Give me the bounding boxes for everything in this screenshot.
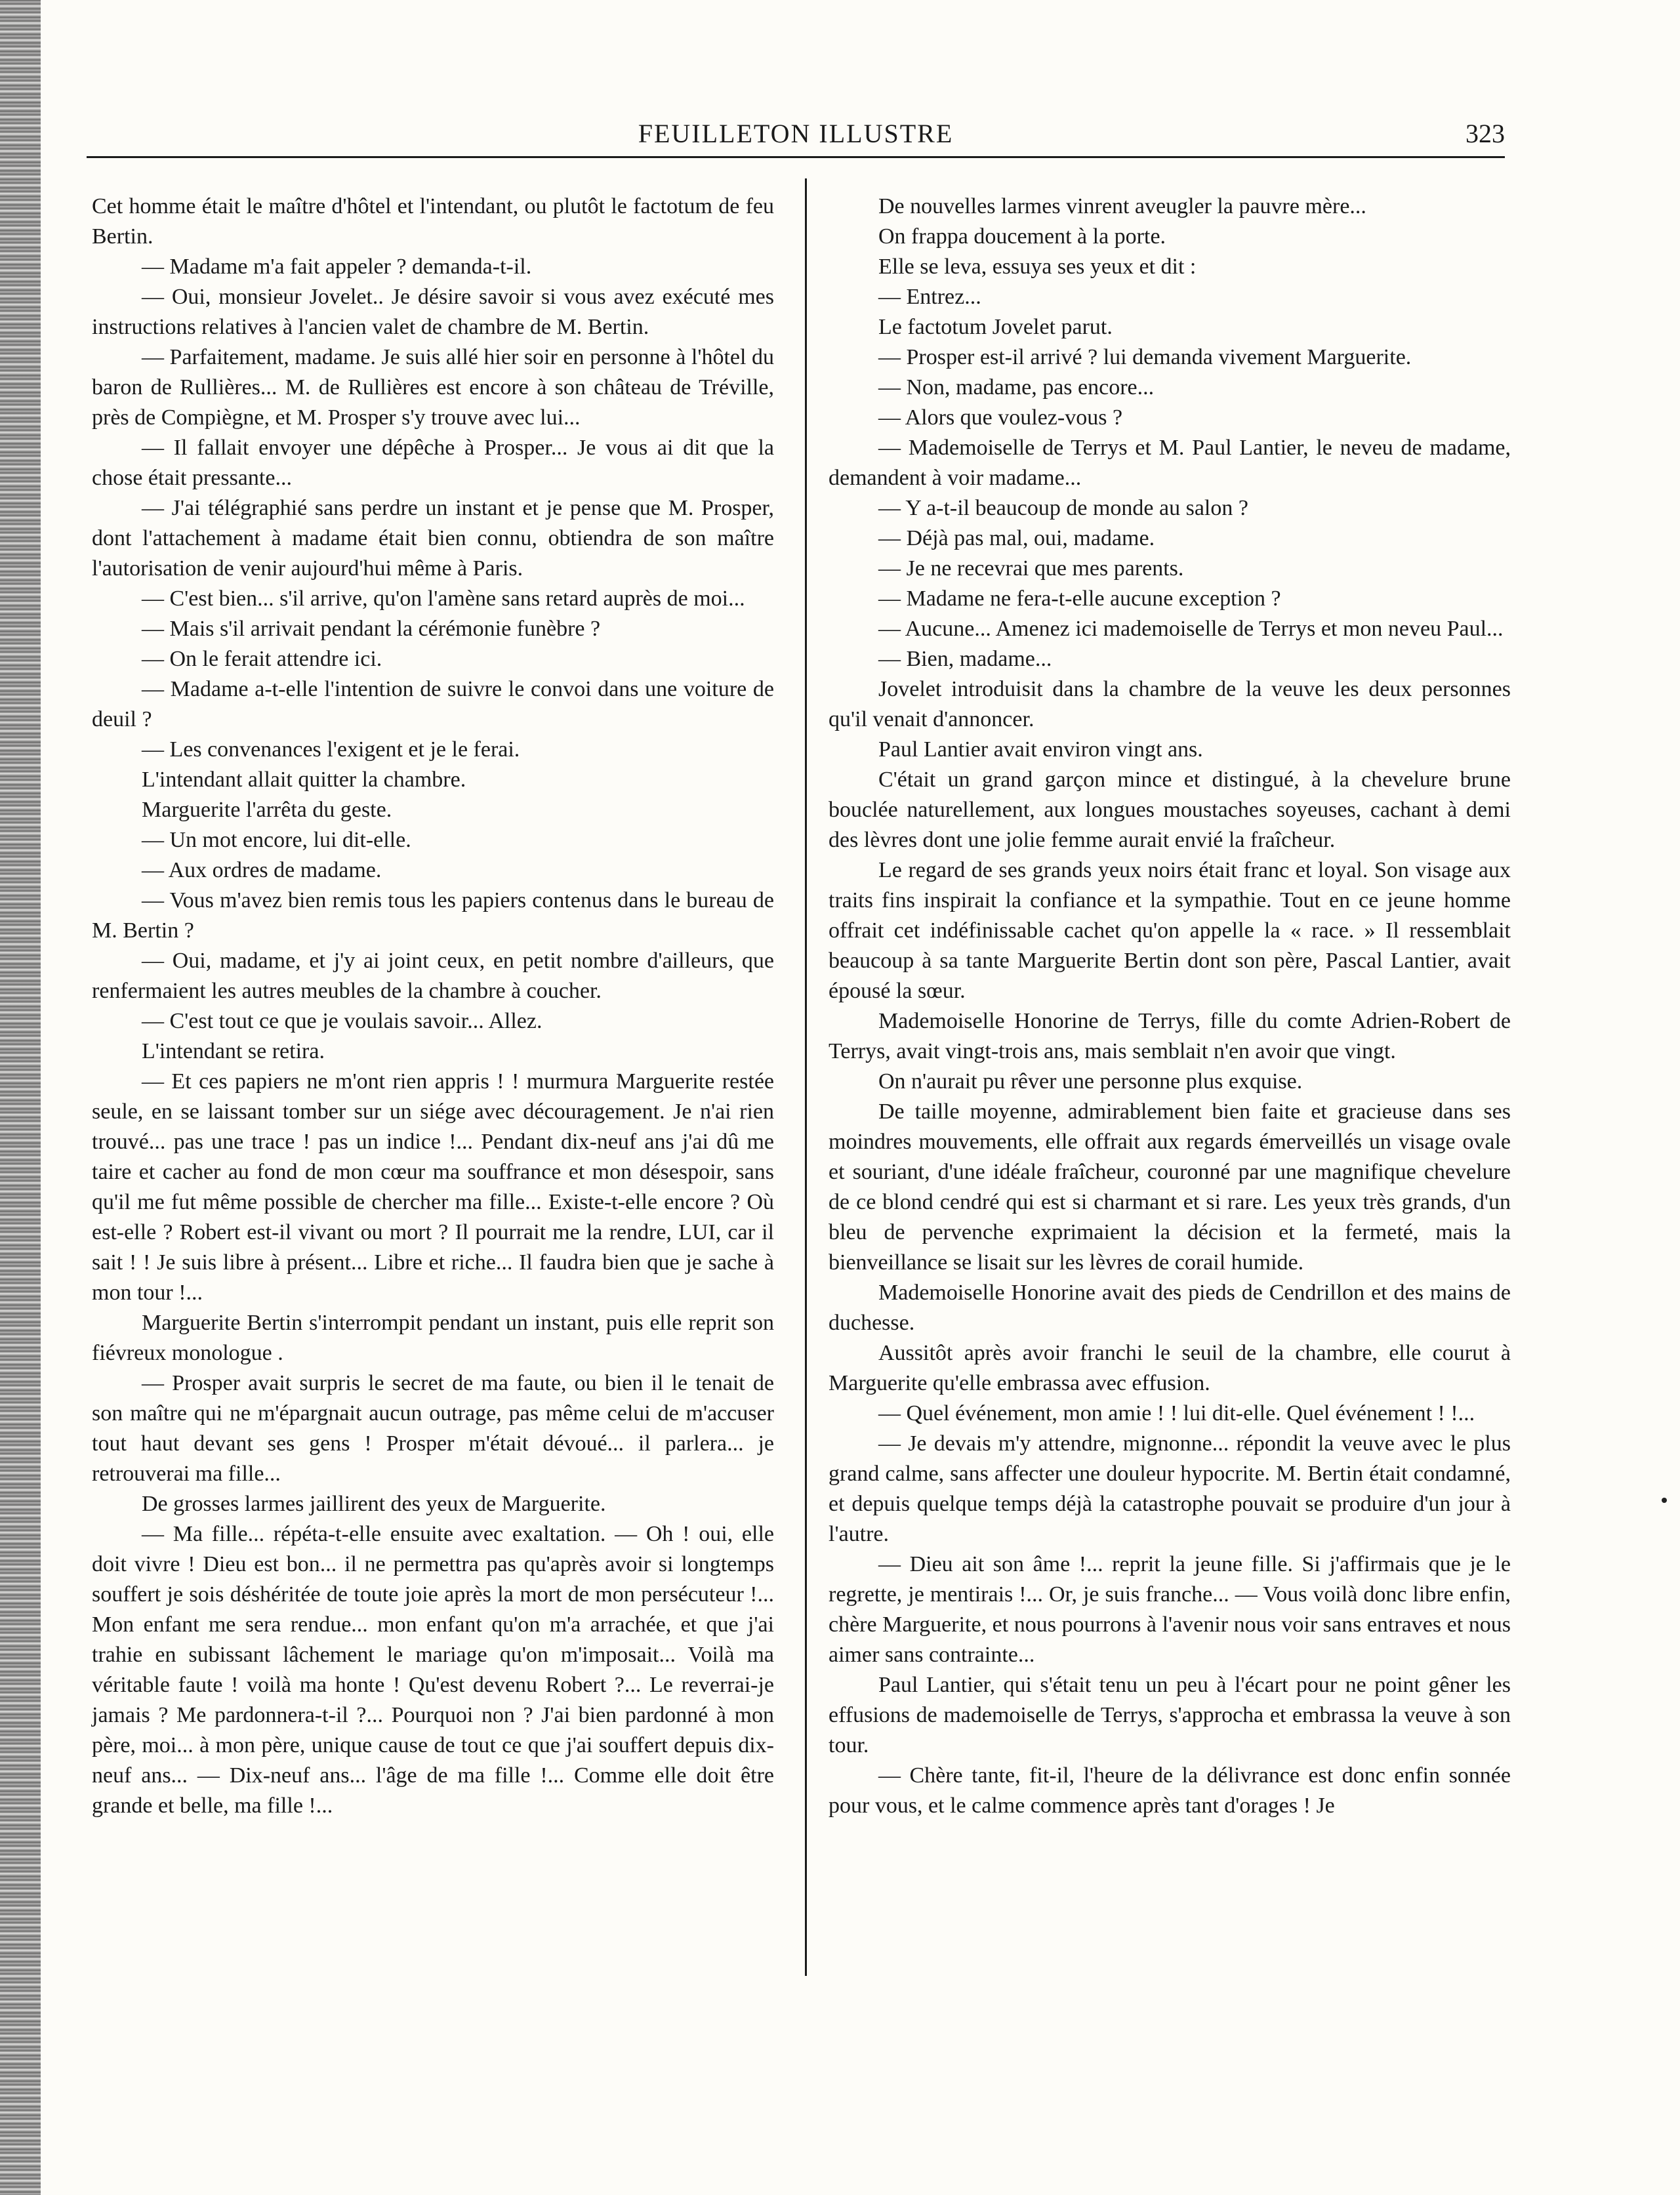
paragraph: — Mais s'il arrivait pendant la cérémonie funèbre ? [142, 617, 601, 641]
paragraph: — Quel événement, mon amie ! ! lui dit-elle. Quel événement ! !... [878, 1401, 1475, 1426]
paragraph: — On le ferait attendre ici. [142, 647, 382, 671]
paragraph: — Prosper avait surpris le secret de ma faute, ou bien il le tenait de son maître qui ne m'épargnait aucun outrage, pas même celui de m'accuser tout haut devant ses gens ! Prosper m'était dévoué... il parlera... je retrouverai ma fille... [92, 1371, 774, 1486]
paragraph: — Ma fille... répéta-t-elle ensuite avec exaltation. — Oh ! oui, elle doit vivre ! Dieu est bon... il ne permettra pas qu'après avoir si longtemps souffert je sois déshéritée de toute joie après la mort de mon persécuteur !... Mon enfant me sera rendue... mon enfant qu'on m'a arrachée, et que j'ai trahie en subissant lâchement le mariage qu'on m'imposait... Voilà ma véritable faute ! voilà ma honte ! Qu'est devenu Robert ?... Le reverrai-je jamais ? Me pardonnera-t-il ?... Pourquoi non ? J'ai bien pardonné à mon père, moi... à mon père, unique cause de tout ce que j'ai souffert depuis dix-neuf ans... — Dix-neuf ans... l'âge de ma fille !... Comme elle doit être grande et belle, ma fille !... [92, 1522, 774, 1818]
page-header [87, 110, 1505, 158]
paragraph: C'était un grand garçon mince et distingué, à la chevelure brune bouclée naturellement, aux longues moustaches soyeuses, cachant à demi des lèvres dont une jolie femme aurait envié la fraîcheur. [829, 768, 1511, 852]
paragraph: Le regard de ses grands yeux noirs était franc et loyal. Son visage aux traits fins inspirait la confiance et la sympathie. Tout en ce jeune homme offrait cet indéfinissable cachet qu'on appelle la « race. » Il ressemblait beaucoup à sa tante Marguerite Bertin dont son père, Pascal Lantier, avait épousé la sœur. [829, 858, 1511, 1003]
paragraph: — Madame a-t-elle l'intention de suivre le convoi dans une voiture de deuil ? [92, 677, 774, 731]
paragraph: Marguerite l'arrêta du geste. [142, 798, 392, 822]
paragraph: Le factotum Jovelet parut. [878, 315, 1113, 339]
paragraph: Paul Lantier, qui s'était tenu un peu à l'écart pour ne point gêner les effusions de mademoiselle de Terrys, s'approcha et embrassa la veuve à son tour. [829, 1673, 1511, 1757]
paragraph: — Madame m'a fait appeler ? demanda-t-il. [142, 255, 532, 279]
paragraph: — Entrez... [878, 285, 981, 309]
paragraph: Cet homme était le maître d'hôtel et l'intendant, ou plutôt le factotum de feu Bertin. [92, 194, 774, 249]
paragraph: L'intendant allait quitter la chambre. [142, 768, 466, 792]
left-column [92, 192, 774, 1821]
paragraph: — Et ces papiers ne m'ont rien appris ! ! murmura Marguerite restée seule, en se laissant tomber sur un siége avec découragement. Je n'ai rien trouvé... pas une trace ! pas un indice !... Pendant dix-neuf ans j'ai dû me taire et cacher au fond de mon cœur ma souffrance et mon désespoir, sans qu'il me fut même possible de chercher ma fille... Existe-t-elle encore ? Où est-elle ? Robert est-il vivant ou mort ? Il pourrait me la rendre, LUI, car il sait ! ! Je suis libre à présent... Libre et riche... Il faudra bien que je sache à mon tour !... [92, 1069, 774, 1305]
paragraph: — Alors que voulez-vous ? [878, 405, 1123, 430]
paragraph: — Je devais m'y attendre, mignonne... répondit la veuve avec le plus grand calme, sans affecter une douleur hypocrite. M. Bertin était condamné, et depuis quelque temps déjà la catastrophe pouvait se produire d'un jour à l'autre. [829, 1431, 1511, 1546]
paragraph: Marguerite Bertin s'interrompit pendant un instant, puis elle reprit son fiévreux monologue . [92, 1311, 774, 1365]
paragraph: Jovelet introduisit dans la chambre de la veuve les deux personnes qu'il venait d'annoncer. [829, 677, 1511, 731]
paragraph: Elle se leva, essuya ses yeux et dit : [878, 255, 1197, 279]
paragraph: Paul Lantier avait environ vingt ans. [878, 737, 1203, 762]
paragraph: — Dieu ait son âme !... reprit la jeune fille. Si j'affirmais que je le regrette, je mentirais !... Or, je suis franche... — Vous voilà donc libre enfin, chère Marguerite, et nous pourrons à l'avenir nous voir sans entraves et nous aimer sans contrainte... [829, 1552, 1511, 1667]
paragraph: — Aux ordres de madame. [142, 858, 382, 882]
paragraph: — C'est bien... s'il arrive, qu'on l'amène sans retard auprès de moi... [142, 586, 745, 611]
paragraph: Mademoiselle Honorine de Terrys, fille du comte Adrien-Robert de Terrys, avait vingt-trois ans, mais semblait n'en avoir que vingt. [829, 1009, 1511, 1063]
paragraph: Mademoiselle Honorine avait des pieds de Cendrillon et des mains de duchesse. [829, 1281, 1511, 1335]
paragraph: — Les convenances l'exigent et je le ferai. [142, 737, 520, 762]
paragraph: — Il fallait envoyer une dépêche à Prosper... Je vous ai dit que la chose était pressante... [92, 436, 774, 490]
paragraph: On frappa doucement à la porte. [878, 224, 1166, 249]
ink-speck [1662, 1498, 1667, 1503]
page-binding-edge [0, 0, 41, 2195]
paragraph: — Vous m'avez bien remis tous les papiers contenus dans le bureau de M. Bertin ? [92, 888, 774, 943]
right-column [829, 192, 1511, 1821]
paragraph: — Madame ne fera-t-elle aucune exception ? [878, 586, 1281, 611]
paragraph: — Un mot encore, lui dit-elle. [142, 828, 411, 852]
paragraph: — C'est tout ce que je voulais savoir... Allez. [142, 1009, 543, 1033]
paragraph: — Oui, monsieur Jovelet.. Je désire savoir si vous avez exécuté mes instructions relatives à l'ancien valet de chambre de M. Bertin. [92, 285, 774, 339]
paragraph: — Prosper est-il arrivé ? lui demanda vivement Marguerite. [878, 345, 1412, 369]
running-head: FEUILLETON ILLUSTRE [638, 119, 954, 148]
paragraph: De grosses larmes jaillirent des yeux de Marguerite. [142, 1492, 606, 1516]
paragraph: — Oui, madame, et j'y ai joint ceux, en petit nombre d'ailleurs, que renfermaient les autres meubles de la chambre à coucher. [92, 949, 774, 1003]
paragraph: — Bien, madame... [878, 647, 1052, 671]
paragraph: — Parfaitement, madame. Je suis allé hier soir en personne à l'hôtel du baron de Rullières... M. de Rullières est encore à son château de Tréville, près de Compiègne, et M. Prosper s'y trouve avec lui... [92, 345, 774, 430]
page-number: 323 [1465, 119, 1505, 148]
paragraph: Aussitôt après avoir franchi le seuil de la chambre, elle courut à Marguerite qu'elle embrassa avec effusion. [829, 1341, 1511, 1395]
paragraph: — Je ne recevrai que mes parents. [878, 556, 1184, 581]
paragraph: — Mademoiselle de Terrys et M. Paul Lantier, le neveu de madame, demandent à voir madame... [829, 436, 1511, 490]
paragraph: — Aucune... Amenez ici mademoiselle de Terrys et mon neveu Paul... [878, 617, 1504, 641]
paragraph: — Non, madame, pas encore... [878, 375, 1155, 400]
paragraph: De nouvelles larmes vinrent aveugler la pauvre mère... [878, 194, 1366, 218]
paragraph: — Déjà pas mal, oui, madame. [878, 526, 1155, 550]
paragraph: — Y a-t-il beaucoup de monde au salon ? [878, 496, 1248, 520]
paragraph: On n'aurait pu rêver une personne plus exquise. [878, 1069, 1303, 1094]
paragraph: — J'ai télégraphié sans perdre un instant et je pense que M. Prosper, dont l'attachement à madame était bien connu, obtiendra de son maître l'autorisation de venir aujourd'hui même à Paris. [92, 496, 774, 581]
paragraph: De taille moyenne, admirablement bien faite et gracieuse dans ses moindres mouvements, elle offrait aux regards émerveillés un visage ovale et souriant, d'une idéale fraîcheur, couronné par une magnifique chevelure de ce blond cendré qui est si charmant et si rare. Les yeux très grands, d'un bleu de pervenche exprimaient la décision et la fermeté, mais la bienveillance se lisait sur les lèvres de corail humide. [829, 1099, 1511, 1275]
column-divider [805, 178, 807, 1976]
paragraph: L'intendant se retira. [142, 1039, 325, 1063]
paragraph: — Chère tante, fit-il, l'heure de la délivrance est donc enfin sonnée pour vous, et le calme commence après tant d'orages ! Je [829, 1763, 1511, 1818]
